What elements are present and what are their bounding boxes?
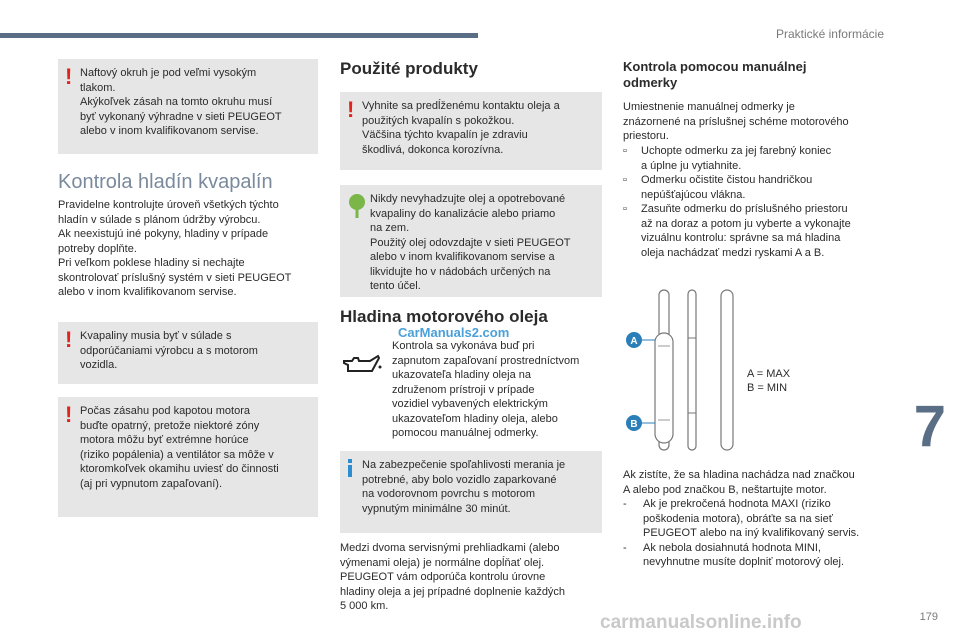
info-box-measure [340,451,602,533]
chapter-number: 7 [913,394,946,459]
middle-heading-products: Použité produkty [340,59,478,78]
right-heading: Kontrola pomocou manuálnej odmerky [623,59,807,90]
warning-text: Naftový okruh je pod veľmi vysokým tlakom. Akýkoľvek zásah na tomto okruhu musí byť vykonaný výhradne v sieti PEUGEOT alebo v inom kvalifikovanom servise. [80,67,282,137]
page-number: 179 [919,611,938,623]
warning-icon: ! [65,327,73,352]
warning-text: Kvapaliny musia byť v súlade s odporúčaniami výrobcu a s motorom vozidla. [80,330,258,371]
step-text: Uchopte odmerku za jej farebný koniec a úplne ju vytiahnite. [641,145,832,172]
oil-text: Kontrola sa vykonáva buď pri zapnutom zapaľovaní prostredníctvom ukazovateľa hladiny oleja na združenom prístroji v prípade vozidiel vybavených elektrickým ukazovateľom hladiny oleja, alebo pomocou manuálnej odmerky. [392,340,580,439]
step-item [623,144,893,173]
after-list [623,497,893,570]
warning-text: Vyhnite sa predĺženému kontaktu oleja a použitých kvapalín s pokožkou. Väčšina týchto kvapalín je zdraviu škodlivá, dokonca korozívna. [362,100,560,156]
info-icon [348,459,352,477]
after-text: Ak nebola dosiahnutá hodnota MINI, nevyhnutne musíte doplniť motorový olej. [643,541,845,568]
middle-paragraph: Medzi dvoma servisnými prehliadkami (alebo výmenami oleja) je normálne dopĺňať olej. PEUGEOT vám odporúča kontrolu úrovne hladiny oleja a jej prípadné doplnenie každých 5 000 km. [340,542,566,612]
eco-box [340,185,602,297]
warning-text: Počas zásahu pod kapotou motora buďte opatrný, pretože niektoré zóny motora môžu byť extrémne horúce (riziko popálenia) a ventilátor sa môže v ktoromkoľvek okamihu uviesť do činnosti (aj pri vypnutom zapaľovaní). [80,405,279,490]
legend-max: A = MAX [747,368,791,380]
step-text: Odmerku očistite čistou handričkou nepúšťajúcou vlákna. [641,174,813,201]
oil-can-icon [342,353,382,375]
right-intro: Umiestnenie manuálnej odmerky je znázornené na príslušnej schéme motorového priestoru. [623,101,849,142]
dash-glyph: - [623,498,627,510]
warning-icon: ! [65,402,73,427]
badge-b: B [630,419,638,430]
warning-box-diesel [58,59,318,154]
warning-box-hot [58,397,318,517]
steps-list [623,144,893,260]
eco-text: Nikdy nevyhadzujte olej a opotrebované kvapaliny do kanalizácie alebo priamo na zem. Použitý olej odovzdajte v sieti PEUGEOT alebo v inom kvalifikovanom servise a likvidujte ho v nádobách určených na tento účel. [370,193,571,292]
warning-box-contact [340,92,602,170]
bottom-watermark: carmanualsonline.info [600,612,802,633]
info-text: Na zabezpečenie spoľahlivosti merania je potrebné, aby bolo vozidlo zaparkované na vodorovnom povrchu s motorom vypnutým minimálne 30 minút. [362,459,566,515]
badge-a: A [630,336,638,347]
right-after: Ak zistíte, že sa hladina nachádza nad značkou A alebo pod značkou B, neštartujte motor. [623,469,855,496]
after-item [623,497,893,541]
watermark: CarManuals2.com [398,325,510,340]
left-paragraph: Pravidelne kontrolujte úroveň všetkých týchto hladín v súlade s plánom údržby výrobcu. Ak neexistujú iné pokyny, hladiny v prípade potreby doplňte. Pri veľkom poklese hladiny si nechajte skontrolovať príslušný systém v sieti PEUGEOT alebo v inom kvalifikovanom servise. [58,199,292,298]
dash-glyph: - [623,541,627,554]
tree-icon [346,193,368,219]
section-title: Praktické informácie [775,27,884,41]
bullet-icon: ▫ [623,145,627,157]
warning-box-fluids [58,322,318,384]
middle-heading-oil: Hladina motorového oleja [340,307,548,326]
top-bar [0,33,478,38]
bullet-icon: ▫ [623,203,627,215]
warning-icon: ! [65,64,73,89]
bullet-icon: ▫ [623,174,627,186]
after-text: Ak je prekročená hodnota MAXI (riziko poškodenia motora), obráťte sa na sieť PEUGEOT alebo na iný kvalifikovaný servis. [643,498,860,539]
step-item [623,173,893,202]
step-text: Zasuňte odmerku do príslušného priestoru až na doraz a potom ju vyberte a vykonajte vizuálnu kontrolu: správne sa má hladina oleja nachádzať medzi ryskami A a B. [641,203,851,259]
legend-min: B = MIN [747,382,788,394]
step-item [623,202,893,260]
dipstick-diagram [622,288,752,458]
after-item [623,541,893,570]
left-heading: Kontrola hladín kvapalín [58,171,273,193]
warning-icon: ! [347,97,355,122]
